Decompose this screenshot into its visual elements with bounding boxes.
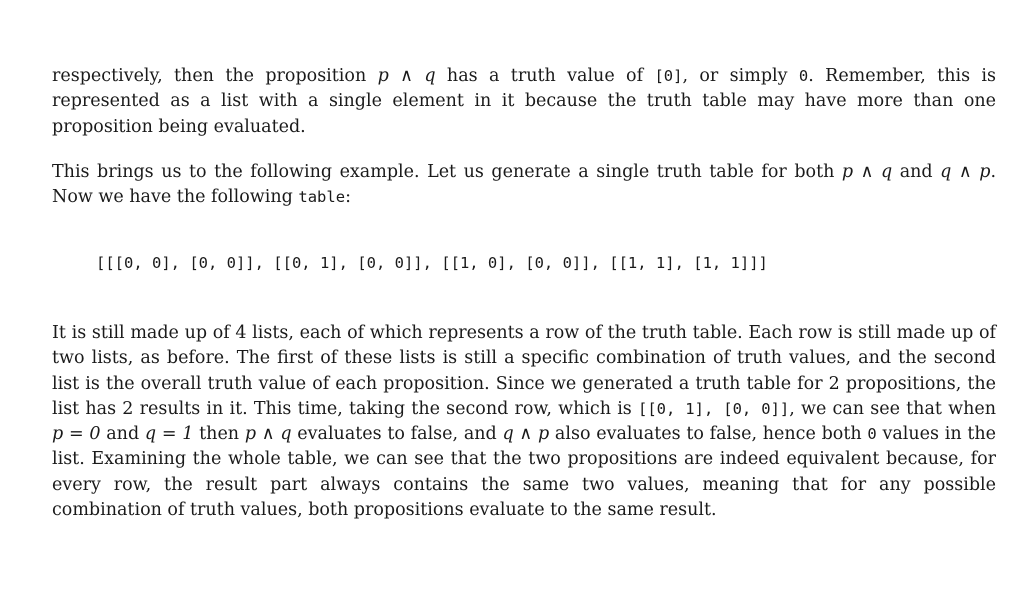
- math-expression: p = 0: [52, 424, 101, 445]
- paragraph-3: [52, 321, 996, 523]
- paragraph-1: [52, 64, 996, 140]
- math-expression: p ∧ q: [841, 162, 893, 182]
- text-run: , we can see that when: [789, 398, 996, 419]
- math-expression: p ∧ q: [244, 424, 292, 445]
- text-run: evaluates to false, and: [291, 424, 503, 445]
- text-run: . Remember, this is represented as a list with a single element in it because the truth table may have more than one proposition being evaluated.: [52, 66, 996, 137]
- math-expression: q ∧ p: [502, 424, 550, 445]
- text-run: has a truth value of: [435, 66, 655, 86]
- text-run: then: [193, 424, 245, 445]
- text-run: . Now we have the following: [52, 162, 997, 208]
- text-run: :: [345, 187, 351, 208]
- math-expression: q = 1: [144, 424, 194, 445]
- inline-code: table: [298, 188, 346, 207]
- text-run: values in the list. Examining the whole table, we can see that the two propositions are indeed equivalent because, for every row, the result part always contains the same two values, meaning that for any possible combination of truth values, both propositions evaluate to the same result.: [52, 424, 997, 521]
- inline-code: 0: [867, 425, 877, 444]
- paragraph-2: [52, 160, 996, 211]
- code-block: [[[0, 0], [0, 0]], [[0, 1], [0, 0]], [[1, 0], [0, 0]], [[1, 1], [1, 1]]]: [96, 254, 768, 272]
- math-expression: p ∧ q: [377, 66, 436, 86]
- inline-code: 0: [798, 67, 809, 85]
- inline-code: [[0, 1], [0, 0]]: [638, 399, 790, 418]
- math-expression: q ∧ p: [940, 162, 991, 182]
- text-run: It is still made up of 4 lists, each of which represents a row of the truth table. Each row is still made up of two lists, as before. The first of these lists is still a specific combination of truth values, and the second list is the overall truth value of each proposition. Since we generated a truth table for 2 propositions, the list has 2 results in it. This time, taking the second row, which is: [52, 323, 996, 419]
- text-run: and: [892, 162, 941, 182]
- text-run: respectively, then the proposition: [52, 66, 378, 86]
- text-run: , or simply: [682, 66, 799, 86]
- text-run: and: [100, 424, 145, 445]
- text-run: also evaluates to false, hence both: [549, 424, 868, 445]
- text-run: This brings us to the following example. Let us generate a single truth table for both: [52, 162, 842, 182]
- inline-code: [0]: [654, 67, 683, 85]
